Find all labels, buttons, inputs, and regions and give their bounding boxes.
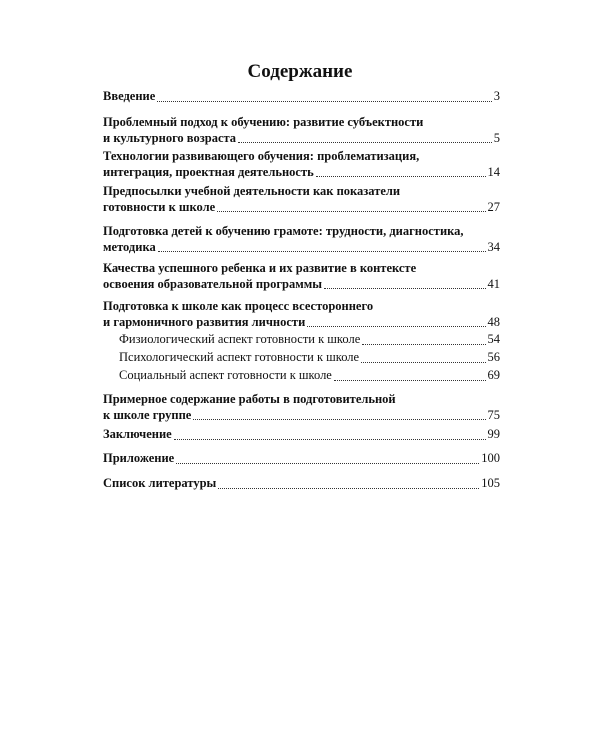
dot-leader [361, 361, 485, 363]
toc-entry-title-line: Социальный аспект готовности к школе [119, 368, 332, 382]
toc-entry-title-line: Приложение [103, 451, 175, 465]
toc-entry-title-line: и культурного возраста [103, 130, 237, 145]
toc-page-number: 105 [481, 476, 500, 490]
toc-subentry[interactable] [103, 350, 500, 366]
toc-entry-title-line: Качества успешного ребенка и их развитие в контексте [103, 261, 417, 275]
toc-page-number: 100 [481, 451, 500, 465]
toc-entry-title-line: Проблемный подход к обучению: развитие субъектности [103, 115, 424, 129]
toc-subentry[interactable] [103, 368, 500, 384]
dot-leader [218, 487, 479, 489]
toc-entry-title-line: освоения образовательной программы [103, 276, 322, 291]
toc-page-number: 48 [487, 314, 500, 329]
toc-entry-title-line: Физиологический аспект готовности к школе [119, 332, 361, 346]
toc-entry-title-line: Технологии развивающего обучения: проблематизация, [103, 149, 420, 163]
dot-leader [324, 287, 486, 289]
toc-page-number: 54 [487, 332, 500, 346]
dot-leader [307, 325, 485, 327]
toc-entry-title-line: Введение [103, 89, 156, 103]
toc-entry-title-line: Примерное содержание работы в подготовительной [103, 392, 396, 406]
toc-entry[interactable] [103, 299, 500, 330]
dot-leader [334, 379, 486, 381]
dot-leader [193, 418, 485, 420]
toc-entry[interactable] [103, 392, 500, 423]
dot-leader [217, 210, 485, 212]
page-title: Содержание [247, 61, 353, 82]
toc-page-number: 34 [487, 239, 500, 254]
toc-entry[interactable] [103, 149, 500, 180]
dot-leader [316, 175, 486, 177]
toc-entry[interactable] [103, 184, 500, 215]
toc-entry[interactable] [103, 89, 500, 105]
toc-page-number: 5 [493, 130, 500, 145]
dot-leader [176, 462, 479, 464]
toc-page-number: 69 [487, 368, 500, 382]
toc-entry-title-line: Подготовка к школе как процесс всестороннего [103, 299, 374, 313]
toc-entry-title-line: Список литературы [103, 476, 217, 490]
toc-entry-title-line: и гармоничного развития личности [103, 314, 306, 329]
toc-entry-title-line: методика [103, 239, 156, 254]
toc-entry-title-line: Подготовка детей к обучению грамоте: трудности, диагностика, [103, 224, 464, 238]
toc-subentry[interactable] [103, 332, 500, 348]
toc-page-number: 14 [487, 164, 500, 179]
toc-entry[interactable] [103, 224, 500, 255]
dot-leader [238, 141, 492, 143]
dot-leader [362, 343, 485, 345]
toc-entry[interactable] [103, 476, 500, 492]
toc-entry[interactable] [103, 115, 500, 146]
toc-entry[interactable] [103, 427, 500, 443]
dot-leader [157, 100, 491, 102]
dot-leader [158, 250, 486, 252]
toc-page-number: 27 [487, 199, 500, 214]
toc-entry-title-line: к школе группе [103, 407, 192, 422]
toc-page-number: 75 [487, 407, 500, 422]
toc-entry-title-line: Заключение [103, 427, 172, 441]
toc-entry[interactable] [103, 261, 500, 292]
toc-page-number: 41 [487, 276, 500, 291]
toc-page-number: 3 [493, 89, 500, 103]
dot-leader [174, 438, 486, 440]
toc-entry-title-line: Предпосылки учебной деятельности как показатели [103, 184, 401, 198]
toc-entry-title-line: Психологический аспект готовности к школе [119, 350, 360, 364]
toc-page-number: 99 [487, 427, 500, 441]
toc-page-number: 56 [487, 350, 500, 364]
toc-entry-title-line: интеграция, проектная деятельность [103, 164, 314, 179]
toc-entry-title-line: готовности к школе [103, 199, 216, 214]
toc-entry[interactable] [103, 451, 500, 467]
